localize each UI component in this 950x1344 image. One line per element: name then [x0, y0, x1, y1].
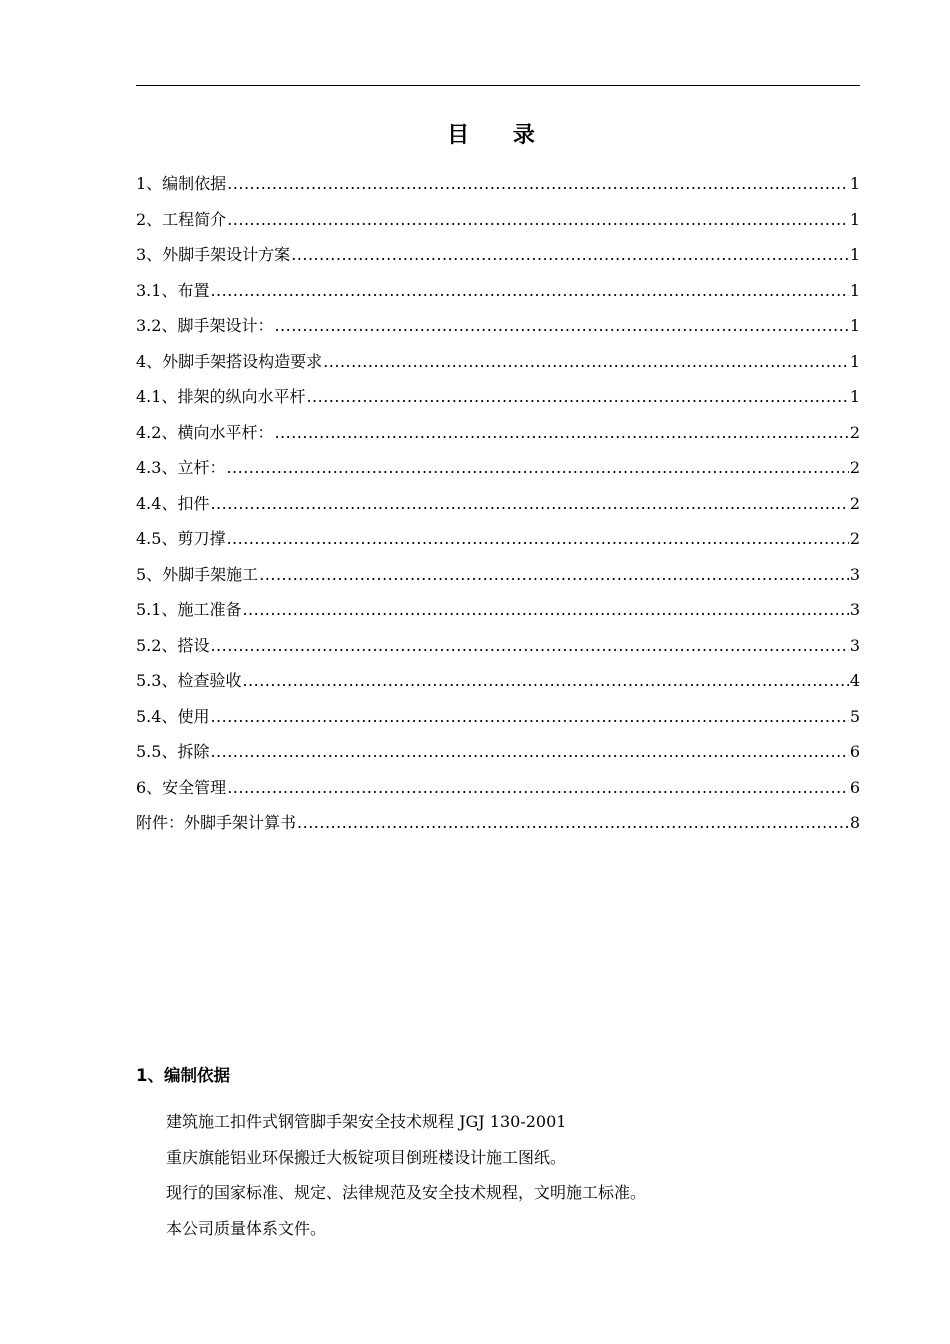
header-rule	[136, 85, 860, 86]
toc-entry[interactable]	[136, 770, 860, 806]
toc-leader-dots	[242, 592, 848, 628]
toc-entry-label: 3.2、脚手架设计：	[136, 316, 274, 335]
toc-entry-page-number: 1	[849, 280, 860, 300]
toc-leader-dots	[306, 379, 848, 415]
toc-entry-page-number: 3	[849, 600, 860, 619]
toc-entry[interactable]	[136, 521, 860, 557]
toc-leader-dots	[274, 415, 848, 451]
toc-entry-page-number: 6	[849, 742, 860, 761]
toc-entry-page-number: 5	[849, 706, 860, 726]
toc-entry-page-number: 4	[849, 671, 860, 690]
toc-entry[interactable]	[136, 557, 860, 593]
toc-leader-dots	[291, 237, 849, 273]
toc-entry[interactable]	[136, 273, 860, 309]
toc-leader-dots	[210, 734, 848, 770]
toc-entry-page-number: 2	[849, 493, 860, 513]
toc-entry-label: 3.1、布置	[136, 280, 210, 300]
toc-entry-label: 附件：外脚手架计算书	[136, 813, 297, 832]
toc-entry-label: 6、安全管理	[136, 777, 227, 797]
toc-leader-dots	[297, 805, 849, 841]
toc-entry[interactable]	[136, 805, 860, 841]
toc-leader-dots	[227, 202, 849, 238]
toc-entry-label: 5.1、施工准备	[136, 600, 242, 619]
toc-entry[interactable]	[136, 202, 860, 238]
toc-entry-page-number: 1	[849, 351, 860, 371]
section-compilation-basis	[136, 1062, 860, 1246]
toc-entry[interactable]	[136, 379, 860, 415]
toc-leader-dots	[210, 486, 848, 522]
toc-leader-dots	[259, 557, 849, 593]
toc-entry-page-number: 2	[849, 422, 860, 442]
toc-leader-dots	[274, 308, 848, 344]
toc-entry-label: 5.2、搭设	[136, 635, 210, 655]
toc-entry-label: 3、外脚手架设计方案	[136, 245, 291, 264]
toc-entry-page-number: 3	[849, 564, 860, 584]
toc-entry-label: 4.1、排架的纵向水平杆	[136, 387, 306, 406]
toc-entry-label: 4、外脚手架搭设构造要求	[136, 351, 323, 371]
toc-leader-dots	[226, 450, 848, 486]
toc-entry-page-number: 2	[849, 458, 860, 477]
toc-entry[interactable]	[136, 699, 860, 735]
toc-entry[interactable]	[136, 415, 860, 451]
toc-entry-page-number: 3	[849, 635, 860, 655]
section-paragraph: 现行的国家标准、规定、法律规范及安全技术规程，文明施工标准。	[166, 1183, 647, 1202]
section-paragraph: 重庆旗能铝业环保搬迁大板锭项目倒班楼设计施工图纸。	[166, 1147, 567, 1167]
section-heading: 1、编制依据	[136, 1066, 230, 1085]
toc-entry-page-number: 1	[849, 245, 860, 264]
toc-entry-label: 5.3、检查验收	[136, 671, 242, 690]
toc-entry[interactable]	[136, 308, 860, 344]
toc-entry-label: 4.4、扣件	[136, 493, 210, 513]
toc-entry-page-number: 1	[849, 316, 860, 335]
toc-entry-page-number: 6	[849, 777, 860, 797]
toc-entry-label: 2、工程简介	[136, 209, 227, 229]
toc-entry-page-number: 2	[849, 529, 860, 548]
section-paragraph: 本公司质量体系文件。	[166, 1218, 327, 1238]
section-paragraph: 建筑施工扣件式钢管脚手架安全技术规程 JGJ 130-2001	[166, 1112, 567, 1131]
toc-leader-dots	[226, 521, 848, 557]
toc-entry-label: 5.4、使用	[136, 706, 210, 726]
toc-entry[interactable]	[136, 344, 860, 380]
toc-entry-label: 1、编制依据	[136, 174, 227, 193]
toc-entry[interactable]	[136, 663, 860, 699]
table-of-contents	[136, 166, 860, 841]
toc-entry-page-number: 1	[849, 209, 860, 229]
toc-entry-label: 4.2、横向水平杆：	[136, 422, 274, 442]
toc-leader-dots	[210, 628, 848, 664]
toc-entry-label: 4.5、剪刀撑	[136, 529, 226, 548]
toc-entry[interactable]	[136, 166, 860, 202]
toc-entry-page-number: 8	[849, 813, 860, 832]
toc-entry-page-number: 1	[849, 387, 860, 406]
toc-title: 目 录	[447, 123, 553, 148]
toc-entry[interactable]	[136, 486, 860, 522]
toc-leader-dots	[323, 344, 849, 380]
toc-entry[interactable]	[136, 734, 860, 770]
toc-entry-label: 5、外脚手架施工	[136, 564, 259, 584]
toc-leader-dots	[210, 699, 848, 735]
toc-entry-label: 5.5、拆除	[136, 742, 210, 761]
toc-entry-label: 4.3、立杆：	[136, 458, 226, 477]
toc-entry[interactable]	[136, 450, 860, 486]
toc-leader-dots	[242, 663, 848, 699]
toc-leader-dots	[210, 273, 848, 309]
toc-entry[interactable]	[136, 237, 860, 273]
toc-entry[interactable]	[136, 592, 860, 628]
toc-leader-dots	[227, 166, 849, 202]
toc-entry-page-number: 1	[849, 174, 860, 193]
toc-leader-dots	[227, 770, 849, 806]
toc-entry[interactable]	[136, 628, 860, 664]
